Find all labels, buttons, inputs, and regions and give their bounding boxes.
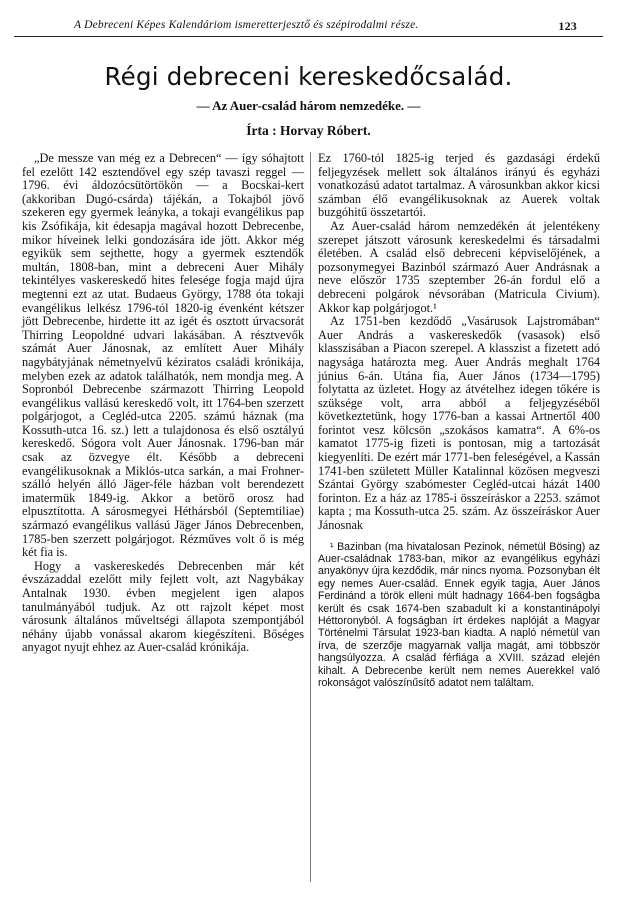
page-number: 123 <box>558 19 577 33</box>
paragraph: „De messze van még ez a Debrecen“ — így sóhajtott fel ezelőtt 142 esztendővel egy szép tavaszi reggel — 1796. évi áldozócsütörtökön — a Bocskai-kert (akkoriban Dugó-csárda) tájékán, a Tokajból jövő szekeren egy gyermek leányka, a tokaji evangélikus pap kis Zsófikája, kit édesapja magával hozott Debrecenbe, mikor híveinek lelki gondozására ide jött. Akkor még egyikük sem sejthette, hogy a gyermek esztendők multán, 1808-ban, mint a debreceni Auer Mihály tekintélyes vaskereskedő hites felesége fogja majd újra megtenni ezt az utat. Budaeus György, 1788 óta tokaji evangélikus lelkész 1796-tól 1820-ig évenként kétszer jött Debrecenbe, hirdette itt az igét és osztott úrvacsorát Thirring Leopoldné udvari lakásában. A résztvevők számát Auer Jánosnak, az említett Auer Mihály nagybátyjának németnyelvű kéziratos családi krónikája, melyben ezek az adatok találhatók, nem mondja meg. A Sopronból Debrecenbe származott Thirring Leopold evangélikus vallású kereskedő volt, itt 1764-ben szerzett polgárjogot, a Cegléd-utca 2205. számú háznak (ma Kossuth-utca 16. sz.) lett a tulajdonosa és első osztályú kereskedő. Sógora volt Auer Jánosnak. 1796-ban már csak az özvegye élt. Később a debreceni evangélikusoknak a Miklós-utca sarkán, a mai Frohner-szálló helyén álló Jäger-féle házban volt berendezett imatermük 1849-ig. Akkor a betörő orosz had elpusztította. A sárosmegyei Héthársból (Septemtiliae) származó evangélikus vallású Jäger János Debrecenben, 1785-ben szerzett polgárjogot. Rézműves volt ő is még két fia is. <box>22 151 304 560</box>
running-title: A Debreceni Képes Kalendáriom ismeretterjesztő és szépirodalmi része. <box>74 19 419 31</box>
article-title: Régi debreceni kereskedőcsalád. <box>104 62 513 91</box>
running-head <box>14 18 603 37</box>
article-author: Írta : Horvay Róbert. <box>246 123 371 138</box>
right-column <box>318 152 600 690</box>
footnote: ¹ Bazinban (ma hivatalosan Pezinok, németül Bösing) az Auer-családnak 1783-ban, mikor az evangélikus egyházi anyakönyv újra kezdődik, már nincs nyoma. Pozsonyban élt egy nemes Auer-család. Ennek egyik tagja, Auer János Ferdinánd a török elleni múlt hadnagy 1664-ben fogságba került és csak 1674-ben szabadult ki a konstantinápolyi Héttoronyból. A fogságban írt érdekes naplóját a Magyar Történelmi Társulat 1923-ban kiadta. A napló németül van írva, de szerzője magyarnak vallja magát, ami többször hangsúlyozza. A család férfiága a XVIII. század elején kihalt. A Debrecenbe került nem nemes Auerekkel való rokonságot valószínűsítő adatot nem találtam. <box>318 540 600 690</box>
paragraph: Ez 1760-tól 1825-ig terjed és gazdasági érdekű feljegyzések mellett sok általános irányú és egyházi vonatkozású adatot tartalmaz. A városunkban akkor kicsi számban élő evangélikusoknak az Auerek voltak buzgóhitű összetartói. <box>318 151 600 220</box>
paragraph: Hogy a vaskereskedés Debrecenben már két évszázaddal ezelőtt mily fejlett volt, azt Nagybákay Antalnak 1930. évben megjelent igen alapos tanulmányából tudjuk. Az ott rajzolt képet most városunk általános műveltségi állapota szempontjából néhány újabb vonással akarom kiegészíteni. Bőséges anyagot nyujt ehhez az Auer-család krónikája. <box>22 558 304 655</box>
paragraph: Az Auer-család három nemzedékén át jelentékeny szerepet játszott városunk kereskedelmi és társadalmi életében. A család első debreceni képviselőjének, a pozsonymegyei Bazinból származó Auer Andrásnak a neve először 1735 szeptember 26-án fordul elő a debreceni polgárok névsorában (Matricula Civium). Akkor kap polgárjogot.¹ <box>318 218 600 315</box>
footnote-separator <box>318 533 600 541</box>
column-divider <box>310 152 311 882</box>
left-column <box>22 152 304 655</box>
paragraph: Az 1751-ben kezdődő „Vasárusok Lajstromában“ Auer András a vaskereskedők (vasasok) első klasszisában a Piacon szerepel. A klasszist a fizetett adó nagysága határozta meg. Auer András meghalt 1764 június 6-án. Utána fia, Auer János (1734—1795) folytatta az üzletet. Hogy az átvételhez idegen tőkére is szüksége volt, arra abból a feljegyzéséből következtetünk, hogy 1776-ban a kassai Artnertől 400 forintot vesz kölcsön „szokásos kamatra“. A 6%-os kamatot 1775-ig fizeti is pontosan, mig a tartozását kiegyenlíti. De ezért már 1771-ben feleségével, a Kassán 1741-ben született Müller Katalinnal közösen megveszi Szántai György szabómester Cegléd-utcai házát 1400 forinton. Ez a ház az 1785-i összeíráskor a 2253. számot kapta ; ma Kossuth-utca 25. szám. Az összeíráskor Auer Jánosnak <box>318 314 600 533</box>
article-subtitle: — Az Auer-család három nemzedéke. — <box>196 98 421 113</box>
